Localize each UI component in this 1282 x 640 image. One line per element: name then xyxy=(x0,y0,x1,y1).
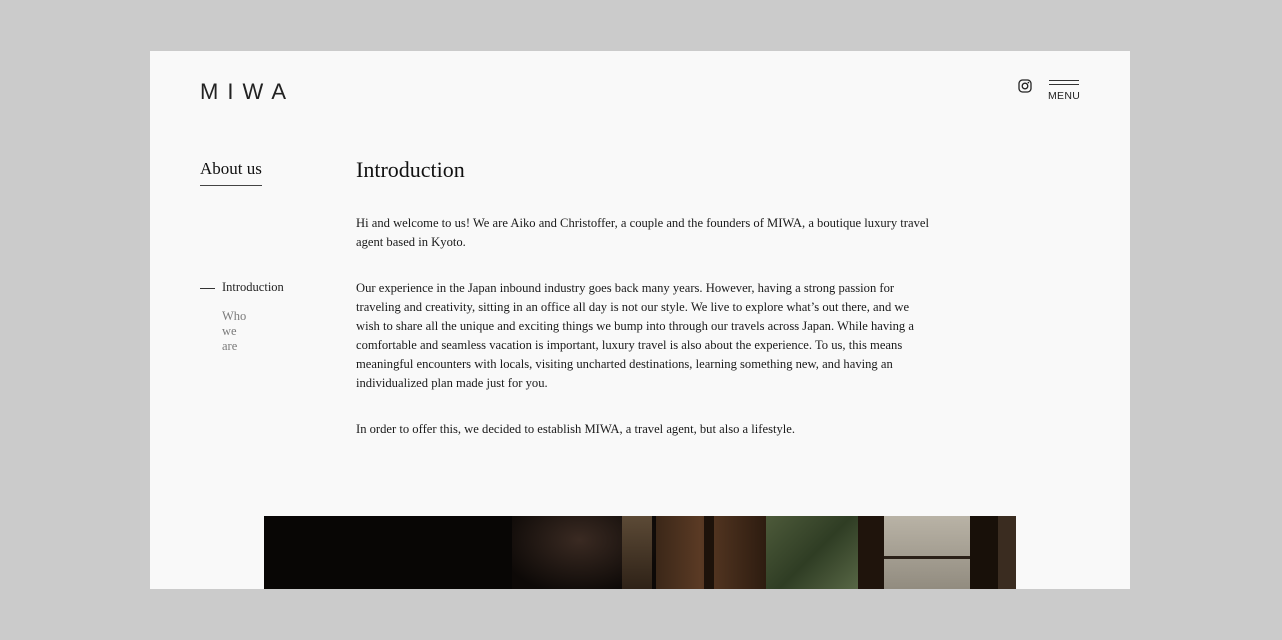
menu-label: MENU xyxy=(1048,90,1081,102)
miwa-logo[interactable]: MIWA xyxy=(200,79,296,104)
subnav-item-label: Who we are xyxy=(222,309,247,353)
active-indicator-dash xyxy=(200,288,215,289)
intro-body xyxy=(356,214,930,466)
page-card xyxy=(150,51,1130,589)
paragraph-lifestyle: In order to offer this, we decided to establish MIWA, a travel agent, but also a lifestyle. xyxy=(356,422,796,436)
page-heading: Introduction xyxy=(356,157,465,182)
instagram-icon[interactable] xyxy=(1018,79,1032,93)
menu-line-top xyxy=(1049,80,1079,81)
menu-button[interactable] xyxy=(1048,80,1080,104)
menu-line-bottom xyxy=(1049,84,1079,85)
paragraph-experience: Our experience in the Japan inbound industry goes back many years. However, having a strong passion for traveling and creativity, sitting in an office all day is not our style. We live to explore what’s out there, and we wish to share all the unique and exciting things we bump into through our travels across Japan. While having a comfortable and seamless vacation is important, luxury travel is also about the experience. To us, this means meaningful encounters with locals, visiting uncharted destinations, learning something new, and having an individualized plan made just for you. xyxy=(356,281,914,390)
subnav-item-label: Introduction xyxy=(222,280,284,294)
paragraph-welcome: Hi and welcome to us! We are Aiko and Christoffer, a couple and the founders of MIWA, a boutique luxury travel agent based in Kyoto. xyxy=(356,216,929,249)
section-title-about-us: About us xyxy=(200,159,262,186)
hero-photo xyxy=(264,516,1016,589)
